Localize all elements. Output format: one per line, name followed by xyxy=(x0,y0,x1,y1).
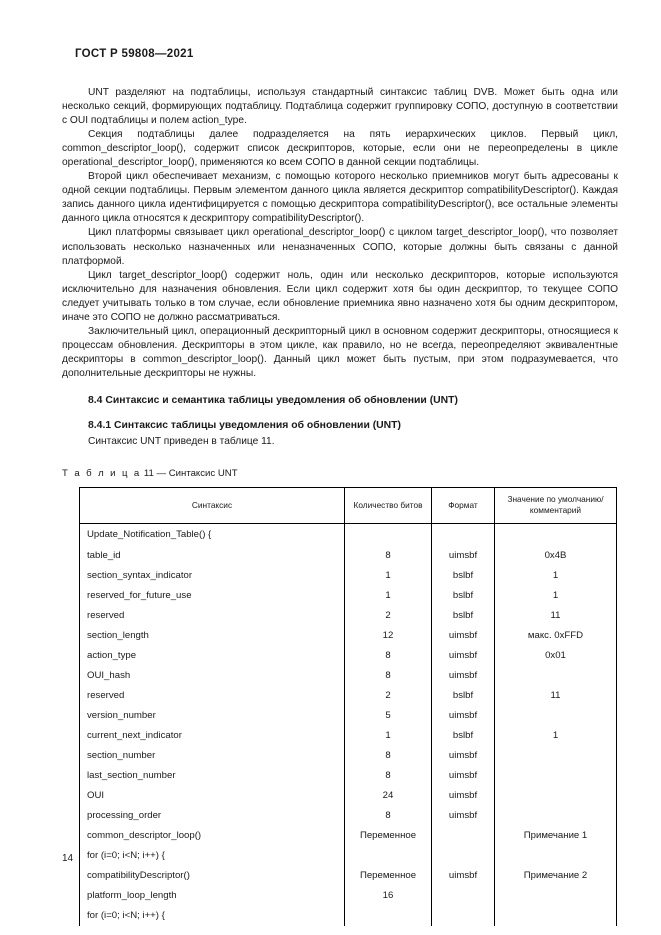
cell-syntax: OUI_hash xyxy=(80,666,345,686)
cell-bits: 24 xyxy=(345,786,432,806)
table-row xyxy=(80,626,617,646)
table-row xyxy=(80,766,617,786)
cell-default xyxy=(495,706,617,726)
cell-bits: 1 xyxy=(345,726,432,746)
cell-bits: 12 xyxy=(345,626,432,646)
cell-default: 1 xyxy=(495,726,617,746)
cell-default xyxy=(495,766,617,786)
table-row xyxy=(80,706,617,726)
cell-format: bslbf xyxy=(432,566,495,586)
cell-default xyxy=(495,846,617,866)
paragraph-6: Заключительный цикл, операционный дескрипторный цикл в основном содержит дескрипторы, относящиеся к процессам обновления. Дескрипторы в этом цикле, как правило, но не всегда, переопределяют эквивалентные дескрипторы в common_descriptor_loop(). Данный цикл может быть пустым, при этом подразумевается, что дополнительные дескрипторы не нужны. xyxy=(62,325,618,379)
cell-bits xyxy=(345,846,432,866)
cell-default xyxy=(495,746,617,766)
table-header-row xyxy=(80,487,617,523)
column-header-syntax: Синтаксис xyxy=(80,487,345,523)
cell-bits: 16 xyxy=(345,886,432,906)
table-row xyxy=(80,846,617,866)
cell-default xyxy=(495,886,617,906)
cell-bits xyxy=(345,523,432,546)
cell-syntax: reserved xyxy=(80,686,345,706)
cell-default xyxy=(495,666,617,686)
cell-syntax: last_section_number xyxy=(80,766,345,786)
table-row xyxy=(80,546,617,566)
cell-syntax: reserved xyxy=(80,606,345,626)
paragraph-4: Цикл платформы связывает цикл operational_descriptor_loop() с циклом target_descriptor_loop(), что позволяет использовать несколько назначенных или неназначенных СОПО, которые должны быть связаны с данной платформой. xyxy=(62,227,618,267)
cell-bits: 8 xyxy=(345,646,432,666)
cell-format: uimsbf xyxy=(432,806,495,826)
cell-default xyxy=(495,906,617,926)
cell-bits: 8 xyxy=(345,666,432,686)
cell-syntax: compatibilityDescriptor() xyxy=(80,866,345,886)
cell-syntax: OUI xyxy=(80,786,345,806)
table-row xyxy=(80,866,617,886)
cell-format: uimsbf xyxy=(432,706,495,726)
cell-bits: 8 xyxy=(345,806,432,826)
table-row xyxy=(80,906,617,926)
cell-syntax: reserved_for_future_use xyxy=(80,586,345,606)
paragraph-5: Цикл target_descriptor_loop() содержит ноль, один или несколько дескрипторов, которые используются исключительно для назначения обновления. Если цикл содержит хотя бы один дескриптор, то текущее СОПО следует учитывать только в том случае, если обновление приемника явно назначено хотя бы одним дескриптором, иначе это СОПО не должно рассматриваться. xyxy=(62,269,618,323)
table-caption-rest: 11 — Синтаксис UNT xyxy=(143,467,238,479)
table-row xyxy=(80,523,617,546)
cell-syntax: section_number xyxy=(80,746,345,766)
cell-format: uimsbf xyxy=(432,786,495,806)
table-row xyxy=(80,566,617,586)
cell-default: Примечание 2 xyxy=(495,866,617,886)
cell-default: 11 xyxy=(495,606,617,626)
table-row xyxy=(80,606,617,626)
cell-default xyxy=(495,786,617,806)
cell-syntax: for (i=0; i<N; i++) { xyxy=(80,906,345,926)
cell-syntax: Update_Notification_Table() { xyxy=(80,523,345,546)
cell-format: uimsbf xyxy=(432,626,495,646)
table-row xyxy=(80,786,617,806)
paragraph-1: UNT разделяют на подтаблицы, используя стандартный синтаксис таблиц DVB. Может быть одна или несколько секций, формирующих подтаблицу. Подтаблица содержит группировку СОПО, доступную в соответствии с OUI подтаблицы и полем action_type. xyxy=(62,87,618,127)
cell-syntax: for (i=0; i<N; i++) { xyxy=(80,846,345,866)
cell-format: uimsbf xyxy=(432,646,495,666)
cell-format: bslbf xyxy=(432,586,495,606)
cell-bits: Переменное xyxy=(345,866,432,886)
cell-default: 11 xyxy=(495,686,617,706)
table-row xyxy=(80,886,617,906)
column-header-bits: Количество битов xyxy=(345,487,432,523)
cell-bits: 1 xyxy=(345,566,432,586)
cell-bits: 1 xyxy=(345,586,432,606)
table-row xyxy=(80,806,617,826)
paragraph-2: Секция подтаблицы далее подразделяется на пять иерархических циклов. Первый цикл, common_descriptor_loop(), содержит список дескрипторов, которые, если они не переопределены в цикле operational_descriptor_loop(), применяются ко всем СОПО в данной секции подтаблицы. xyxy=(62,129,618,169)
table-row xyxy=(80,726,617,746)
cell-format xyxy=(432,523,495,546)
cell-format xyxy=(432,886,495,906)
cell-format xyxy=(432,826,495,846)
page-content xyxy=(62,86,618,926)
cell-bits: Переменное xyxy=(345,826,432,846)
cell-format xyxy=(432,906,495,926)
cell-default xyxy=(495,806,617,826)
table-caption xyxy=(62,468,618,480)
table-row xyxy=(80,586,617,606)
cell-format: bslbf xyxy=(432,606,495,626)
cell-format: uimsbf xyxy=(432,866,495,886)
table-caption-label: Т а б л и ц а xyxy=(62,467,142,479)
cell-syntax: current_next_indicator xyxy=(80,726,345,746)
cell-syntax: version_number xyxy=(80,706,345,726)
cell-syntax: section_length xyxy=(80,626,345,646)
cell-bits: 2 xyxy=(345,686,432,706)
paragraph-3: Второй цикл обеспечивает механизм, с помощью которого несколько приемников могут быть адресованы к одной секции подтаблицы. Первым элементом данного цикла является дескриптор compatibilityDescriptor(). Каждая запись данного цикла идентифицируется с помощью дескриптора compatibilityDescriptor(), все остальные элементы данного цикла относятся к дескриптору compatibilityDescriptor(). xyxy=(62,171,618,225)
section-heading-8-4: 8.4 Синтаксис и семантика таблицы уведомления об обновлении (UNT) xyxy=(88,394,458,406)
cell-format: uimsbf xyxy=(432,746,495,766)
table-body xyxy=(80,523,617,926)
cell-bits: 5 xyxy=(345,706,432,726)
cell-format: uimsbf xyxy=(432,666,495,686)
cell-syntax: section_syntax_indicator xyxy=(80,566,345,586)
column-header-format: Формат xyxy=(432,487,495,523)
cell-default: макс. 0xFFD xyxy=(495,626,617,646)
page-number: 14 xyxy=(62,853,74,864)
cell-format: uimsbf xyxy=(432,546,495,566)
cell-syntax: action_type xyxy=(80,646,345,666)
cell-default: 0x4B xyxy=(495,546,617,566)
cell-default xyxy=(495,523,617,546)
table-row xyxy=(80,826,617,846)
table-row xyxy=(80,686,617,706)
cell-syntax: table_id xyxy=(80,546,345,566)
cell-default: 1 xyxy=(495,586,617,606)
cell-format xyxy=(432,846,495,866)
table-head xyxy=(80,487,617,523)
cell-bits: 8 xyxy=(345,746,432,766)
cell-syntax: processing_order xyxy=(80,806,345,826)
cell-bits: 2 xyxy=(345,606,432,626)
cell-bits: 8 xyxy=(345,766,432,786)
cell-syntax: platform_loop_length xyxy=(80,886,345,906)
table-row xyxy=(80,746,617,766)
cell-default: 0x01 xyxy=(495,646,617,666)
cell-default: 1 xyxy=(495,566,617,586)
syntax-table xyxy=(79,487,617,926)
section-intro-line: Синтаксис UNT приведен в таблице 11. xyxy=(88,435,275,447)
cell-bits xyxy=(345,906,432,926)
section-heading-8-4-1: 8.4.1 Синтаксис таблицы уведомления об обновлении (UNT) xyxy=(88,419,401,431)
cell-syntax: common_descriptor_loop() xyxy=(80,826,345,846)
cell-format: bslbf xyxy=(432,686,495,706)
table-row xyxy=(80,666,617,686)
cell-default: Примечание 1 xyxy=(495,826,617,846)
cell-format: uimsbf xyxy=(432,766,495,786)
page-header: ГОСТ Р 59808—2021 xyxy=(75,48,194,60)
cell-format: bslbf xyxy=(432,726,495,746)
table-row xyxy=(80,646,617,666)
column-header-default: Значение по умолчанию/ комментарий xyxy=(495,487,617,523)
cell-bits: 8 xyxy=(345,546,432,566)
